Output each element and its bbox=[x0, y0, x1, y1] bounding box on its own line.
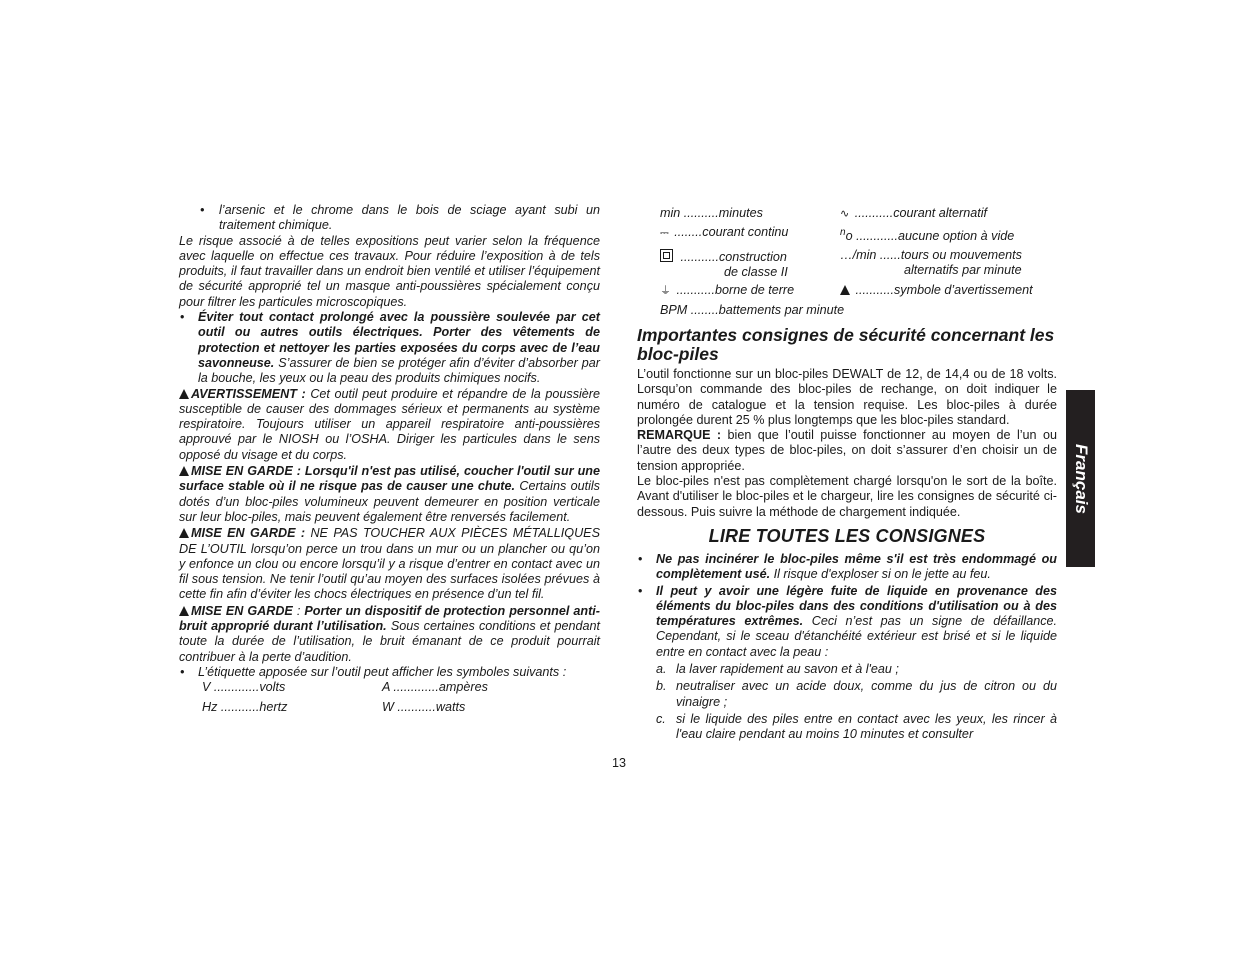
direct-current-icon: ⎓ bbox=[660, 227, 669, 240]
remarque-paragraph: REMARQUE : bien que l’outil puisse fonctionner au moyen de l’un ou l’autre des deux types de bloc-piles, on doit s’assurer d’en choisir un de tension appropriée. bbox=[637, 428, 1057, 473]
symbol-table-right bbox=[637, 206, 1057, 318]
list-item: c. si le liquide des piles entre en contact avec les yeux, les rincer à l'eau claire pendant au moins 10 minutes et consulter bbox=[656, 711, 1057, 742]
symbol-table-left bbox=[179, 680, 600, 715]
list-item: • L’étiquette apposée sur l’outil peut afficher les symboles suivants : bbox=[180, 664, 567, 679]
earth-terminal-icon: ⏚ bbox=[660, 285, 671, 298]
page-number: 13 bbox=[611, 756, 626, 770]
warning-icon bbox=[179, 606, 189, 616]
warning-icon bbox=[179, 389, 189, 399]
language-tab-label: Français bbox=[1071, 443, 1091, 514]
language-tab bbox=[1066, 390, 1095, 567]
alternating-current-icon: ∿ bbox=[840, 208, 850, 220]
warning-icon bbox=[179, 466, 189, 476]
warning-icon bbox=[179, 528, 189, 538]
class-ii-icon bbox=[660, 249, 673, 262]
symbol-bpm: BPM ........battements par minute bbox=[660, 302, 845, 317]
section-heading: LIRE TOUTES LES CONSIGNES bbox=[708, 525, 986, 546]
risk-paragraph: Le risque associé à de telles expositions peut varier selon la fréquence avec laquelle on effectue ces travaux. Pour réduire l’exposition à de tels produits, il faut travailler dans un endroit bien ventilé et utiliser l’équipement de sécurité approprié tel un masque anti-poussières spécialement conçu pour filtrer les particules microscopiques. bbox=[179, 233, 600, 309]
mise-en-garde-stable-paragraph: MISE EN GARDE : Lorsqu'il n'est pas utilisé, coucher l'outil sur une surface stable où il ne risque pas de causer une chute. Certains outils dotés d’un bloc-piles volumineux peuvent demeurer en position verticale sur leur bloc-piles, mais peuvent également être renversés facilement. bbox=[179, 464, 600, 524]
list-item: • l’arsenic et le chrome dans le bois de sciage ayant subi un traitement chimique. bbox=[200, 203, 600, 233]
warning-icon bbox=[840, 285, 850, 295]
symbol-earth: ⏚ ...........borne de terre bbox=[660, 283, 840, 299]
battery-paragraph: L’outil fonctionne sur un bloc-piles DEWALT de 12, de 14,4 ou de 18 volts. Lorsqu’on commande des bloc-piles de rechange, on doit indiquer le numéro de catalogue et la tension requise. Les bloc-piles à durée prolongée durent 25 % plus longtemps que les bloc-piles standard. bbox=[637, 366, 1057, 427]
symbol-row: Hz ...........hertz W ...........watts bbox=[202, 699, 466, 714]
list-item: • Éviter tout contact prolongé avec la poussière soulevée par cet outil ou autres outils électriques. Porter des vêtements de protection et nettoyer les parties exposées du corps avec de l’eau savonneuse. S’assurer de bien se protéger afin d’éviter d’absorber par la bouche, les yeux ou la peau des produits chimiques nocifs. bbox=[180, 310, 600, 386]
list-item: a. la laver rapidement au savon et à l'eau ; bbox=[656, 662, 899, 677]
charge-paragraph: Le bloc-piles n'est pas complètement chargé lorsqu'on le sort de la boîte. Avant d'utiliser le bloc-piles et le chargeur, lire les consignes de sécurité ci-dessous. Puis suivre la méthode de chargement indiquée. bbox=[637, 474, 1057, 519]
left-column bbox=[179, 203, 600, 715]
bullet-text: l’arsenic et le chrome dans le bois de sciage ayant subi un traitement chimique. bbox=[219, 203, 600, 233]
section-heading: Importantes consignes de sécurité concernant les bloc-piles bbox=[637, 324, 1055, 364]
mise-en-garde-pieces-paragraph: MISE EN GARDE : NE PAS TOUCHER AUX PIÈCES MÉTALLIQUES DE L’OUTIL lorsqu’on perce un trou dans un mur ou un plancher ou qu’on y enfonce un clou ou encore lorsqu’il y a risque d’entrer en contact avec un fil sous tension. Ne tenir l’outil qu’au moyen des surfaces isolées prévues à cette fin afin d’éviter les chocs électriques en présence d’un tel fil. bbox=[179, 526, 600, 602]
symbol-class-ii: ...........construction de classe II bbox=[660, 248, 840, 281]
list-item: • Ne pas incinérer le bloc-piles même s'il est très endommagé ou complètement usé. Il risque d'exploser si on le jette au feu. bbox=[638, 551, 1057, 582]
symbol-warning: ...........symbole d’avertissement bbox=[840, 283, 1080, 299]
symbol-min: min ..........minutes bbox=[660, 206, 763, 220]
symbol-dc: ⎓ ........courant continu bbox=[660, 225, 840, 244]
symbol-tours: …/min ......tours ou mouvements alternatifs par minute bbox=[840, 247, 1022, 278]
mise-en-garde-bruit-paragraph: MISE EN GARDE : Porter un dispositif de protection personnel anti-bruit approprié durant l’utilisation. Sous certaines conditions et pendant toute la durée de l’utilisation, le bruit émanant de ce produit pourrait contribuer à la perte d’audition. bbox=[179, 603, 600, 664]
right-column bbox=[637, 206, 1057, 743]
avertissement-paragraph: AVERTISSEMENT : Cet outil peut produire et répandre de la poussière susceptible de causer des dommages sérieux et permanents au système respiratoire. Toujours utiliser un appareil respiratoire anti-poussières approuvé par le NIOSH ou l’OSHA. Diriger les particules dans le sens opposé du visage et du corps. bbox=[179, 386, 600, 462]
symbol-ac: ∿ ...........courant alternatif bbox=[840, 206, 1080, 222]
symbol-no-load: $^n$o ............aucune option à vide bbox=[840, 227, 1015, 244]
symbol-row: V .............volts A .............ampères bbox=[202, 680, 488, 695]
list-item: • Il peut y avoir une légère fuite de liquide en provenance des éléments du bloc-piles dans des conditions d'utilisation ou à des températures extrêmes. Ceci n’est pas un signe de défaillance. Cependant, si le sceau d'étanchéité extérieur est brisé et si le liquide entre en contact avec la peau : bbox=[638, 583, 1057, 659]
list-item: b. neutraliser avec un acide doux, comme du jus de citron ou du vinaigre ; bbox=[656, 679, 1057, 709]
